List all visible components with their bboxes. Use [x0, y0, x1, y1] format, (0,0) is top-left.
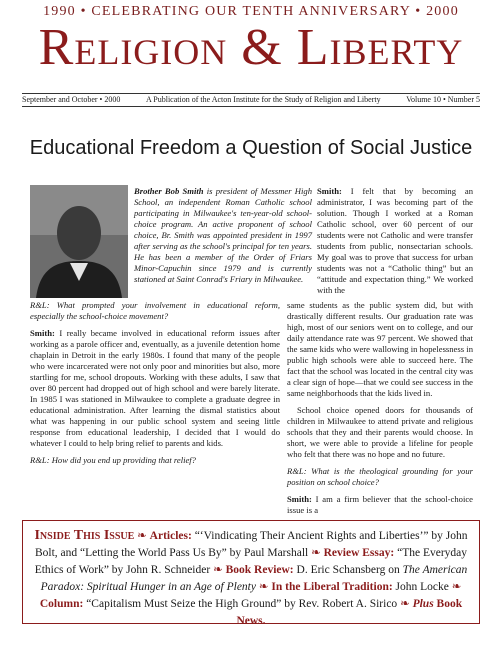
plus-label: Plus — [412, 598, 434, 610]
ornament-icon: ❧ — [137, 530, 147, 542]
article-headline: Educational Freedom a Question of Social Justice — [29, 137, 473, 159]
column-text: “Capitalism Must Seize the High Ground” by Rev. Robert A. Sirico — [83, 598, 401, 610]
paragraph-school-choice: School choice opened doors for thousands of children in Milwaukee to attend private and religious schools that they and their parents would choose. In short, we were able to provide a lifeline for people who felt that there was no hope and no future. — [287, 405, 473, 459]
left-column — [30, 300, 280, 472]
anniversary-banner: 1990 • CELEBRATING OUR TENTH ANNIVERSARY • 2000 — [43, 4, 459, 19]
question-1: R&L: What prompted your involvement in educational reform, especially the school-choice movement? — [30, 300, 280, 321]
book-title: The American Paradox: Spiritual Hunger in an Age of Plenty — [40, 564, 468, 593]
book-news-label: Book News. — [236, 598, 463, 627]
liberal-tradition-text: John Locke — [392, 581, 452, 593]
masthead-title: Religion & Liberty — [38, 19, 464, 76]
review-essay-text: “The Everyday Ethics of Work” by John R. Schneider — [34, 547, 468, 576]
answer-3-text: I am a firm believer that the school-choice issue is a — [287, 494, 473, 515]
inside-label: Inside This Issue — [34, 528, 135, 543]
speaker-label: Smith: — [287, 494, 312, 504]
issue-date: September and October • 2000 — [22, 95, 121, 104]
book-review-label: Book Review: — [225, 564, 294, 576]
author-photo — [30, 185, 128, 298]
author-bio: is president of Messmer High School, an independent Roman Catholic school participating in Milwaukee's ten-year-old school-choice program. An active proponent of school choice, Br. Smith was appointed president in 1997 after serving as the school's principal for ten years. He has been a member of the Order of Friars Minor-Capuchin since 1979 and is currently stationed at Saint Conrad's Friary in Milwaukee. — [134, 186, 312, 284]
author-intro — [134, 186, 312, 285]
paragraph-continued: same students as the public system did, but with drastically different results. Our graduation rate was high, most of our seniors went on to college, and our daily attendance rate was 97 percent. We showed that the same kids who were wallowing in hopelessness in public high schools were able to succeed here. The fact that the school was located in the central city was a clear sign of hope—that we could see success in the same neighborhoods that the kids lived in. — [287, 300, 473, 398]
top-rule — [22, 93, 480, 94]
answer-text: I felt that by becoming an administrator, I was becoming part of the solution. Though I worked at a Roman Catholic school, over 60 percent of our students were not Catholic and were transfer students from public, nonsectarian schools. My goal was to prove that success for urban students was not a “Catholic thing” but an “attitude and expectation thing.” We worked with the — [317, 186, 473, 295]
ornament-icon: ❧ — [311, 547, 321, 559]
volume-number: Volume 10 • Number 5 — [406, 95, 480, 104]
question-3: R&L: What is the theological grounding for your position on school choice? — [287, 466, 473, 487]
review-essay-label: Review Essay: — [323, 547, 395, 559]
book-review-text: D. Eric Schansberg on — [293, 564, 403, 576]
column-label: Column: — [39, 598, 84, 610]
ornament-icon: ❧ — [400, 598, 410, 610]
ornament-icon: ❧ — [451, 581, 462, 593]
speaker-label: Smith: — [317, 186, 342, 196]
portrait-image — [30, 185, 128, 298]
author-name: Brother Bob Smith — [134, 186, 204, 196]
publisher-description: A Publication of the Acton Institute for the Study of Religion and Liberty — [145, 95, 381, 104]
articles-label: Articles: — [149, 530, 192, 542]
answer-column-top — [317, 186, 473, 296]
articles-text: “‘Vindicating Their Ancient Rights and Liberties’” by John Bolt, and “Letting the World Pass Us By” by Paul Marshall — [34, 530, 468, 559]
publication-line — [22, 95, 480, 104]
speaker-label: Smith: — [30, 328, 55, 338]
answer-1-text: I really became involved in educational reform issues after working as a parole officer and, eventually, as a juvenile detention home chaplain in Detroit in the early 1980s. I found that many of the people who were incarcerated were not only poor and minorities but also, more startling for me, school dropouts. Working with these adults, I saw that over 80 percent had dropped out of high school and were barely literate. In 1985 I was stationed in Milwaukee to complete a graduate degree in educational administration. After learning the dismal statistics about what was happening in our public school system and seeing little response from educational leadership, I decided that I would do whatever I could to help bring relief to parents and kids. — [30, 328, 280, 448]
ornament-icon: ❧ — [213, 564, 223, 576]
answer-1 — [30, 328, 280, 449]
question-2: R&L: How did you end up providing that relief? — [30, 455, 196, 465]
liberal-tradition-label: In the Liberal Tradition: — [271, 581, 393, 593]
ornament-icon: ❧ — [258, 581, 269, 593]
inside-this-issue-box — [22, 520, 480, 627]
bottom-rule — [22, 106, 480, 107]
answer-3 — [287, 494, 473, 516]
right-column — [287, 300, 473, 522]
